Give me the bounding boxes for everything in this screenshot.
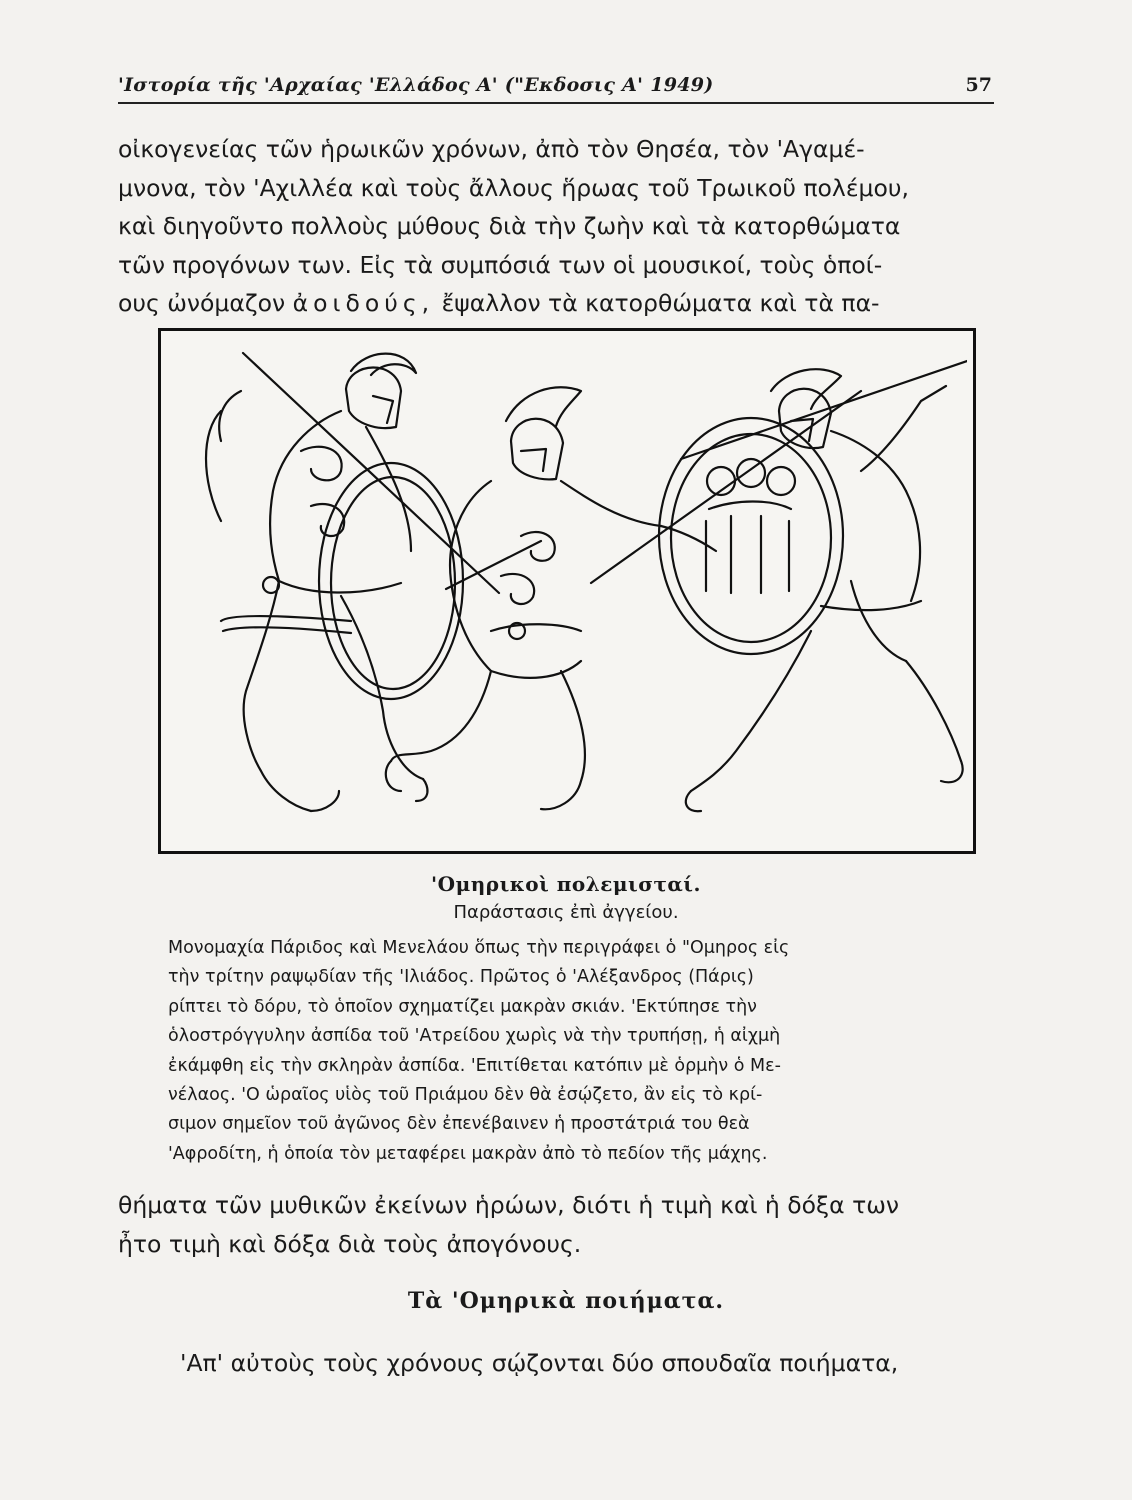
text-line: 'Απ' αὐτοὺς τοὺς χρόνους σῴζονται δύο σπουδαῖα ποιήματα,: [180, 1349, 899, 1377]
running-header: [118, 72, 994, 104]
text-line: θήματα τῶν μυθικῶν ἐκείνων ἡρώων, διότι ἡ τιμὴ καὶ ἡ δόξα των: [118, 1191, 900, 1219]
caption-subtitle: Παράστασις ἐπὶ ἀγγείου.: [453, 902, 679, 923]
shield-left: [319, 463, 463, 699]
spaced-word: ἀοιδούς,: [292, 289, 435, 317]
text-line: μνονα, τὸν 'Αχιλλέα καὶ τοὺς ἄλλους ἥρωας τοῦ Τρωικοῦ πολέμου,: [118, 173, 909, 202]
text-line: οἰκογενείας τῶν ἡρωικῶν χρόνων, ἀπὸ τὸν Θησέα, τὸν 'Αγαμέ-: [118, 135, 865, 163]
text-line: [118, 284, 998, 323]
warriors-drawing: [161, 331, 967, 845]
text-line: τῶν προγόνων των. Εἰς τὰ συμπόσιά των οἱ μουσικοί, τοὺς ὁποί-: [118, 250, 883, 279]
caption-line: τὴν τρίτην ραψῳδίαν τῆς 'Ιλιάδος. Πρῶτος ὁ 'Αλέξανδρος (Πάρις): [168, 967, 754, 988]
caption-line: νέλαος. 'Ο ὡραῖος υἱὸς τοῦ Πριάμου δὲν θὰ ἐσῴζετο, ἂν εἰς τὸ κρί-: [168, 1085, 763, 1106]
caption-line: ἐκάμφθη εἰς τὴν σκληρὰν ἀσπίδα. 'Επιτίθεται κατόπιν μὲ ὁρμὴν ὁ Με-: [168, 1055, 781, 1076]
caption-line: 'Αφροδίτη, ἡ ὁποία τὸν μεταφέρει μακρὰν ἀπὸ τὸ πεδίον τῆς μάχης.: [168, 1143, 768, 1164]
text-line: καὶ διηγοῦντο πολλοὺς μύθους διὰ τὴν ζωὴν καὶ τὰ κατορθώματα: [118, 212, 901, 240]
text-line: ἦτο τιμὴ καὶ δόξα διὰ τοὺς ἀπογόνους.: [118, 1229, 582, 1258]
caption-text: [168, 934, 968, 1169]
text-span: ους ὠνόμαζον: [118, 289, 286, 317]
paragraph-3: [118, 1344, 998, 1383]
caption-title: 'Ομηρικοὶ πολεμισταί.: [431, 872, 701, 896]
shield-right: [659, 418, 843, 654]
paragraph-2: [118, 1186, 998, 1263]
caption-line: ρίπτει τὸ δόρυ, τὸ ὁποῖον σχηματίζει μακρὰν σκιάν. 'Εκτύπησε τὴν: [168, 996, 757, 1017]
warrior-middle: [386, 387, 716, 809]
vase-illustration: [158, 328, 976, 854]
caption-line: σιμον σημεῖον τοῦ ἀγῶνος δὲν ἐπενέβαινεν ἡ προστάτριά του θεὰ: [168, 1114, 750, 1135]
section-heading: Τὰ 'Ομηρικὰ ποιήματα.: [407, 1288, 725, 1314]
caption-line: ὁλοστρόγγυλην ἀσπίδα τοῦ 'Ατρείδου χωρὶς νὰ τὴν τρυπήσῃ, ἡ αἰχμὴ: [168, 1026, 781, 1047]
warrior-right: [686, 369, 963, 811]
page-number: 57: [965, 74, 992, 96]
header-title: 'Ιστορία τῆς 'Αρχαίας 'Ελλάδος Α' ("Εκδοσις Α' 1949): [118, 74, 714, 96]
caption-line: Μονομαχία Πάριδος καὶ Μενελάου ὅπως τὴν περιγράφει ὁ "Ομηρος εἰς: [168, 938, 790, 958]
text-span: ἔψαλλον τὰ κατορθώματα καὶ τὰ πα-: [441, 289, 880, 317]
paragraph-1: [118, 130, 998, 323]
